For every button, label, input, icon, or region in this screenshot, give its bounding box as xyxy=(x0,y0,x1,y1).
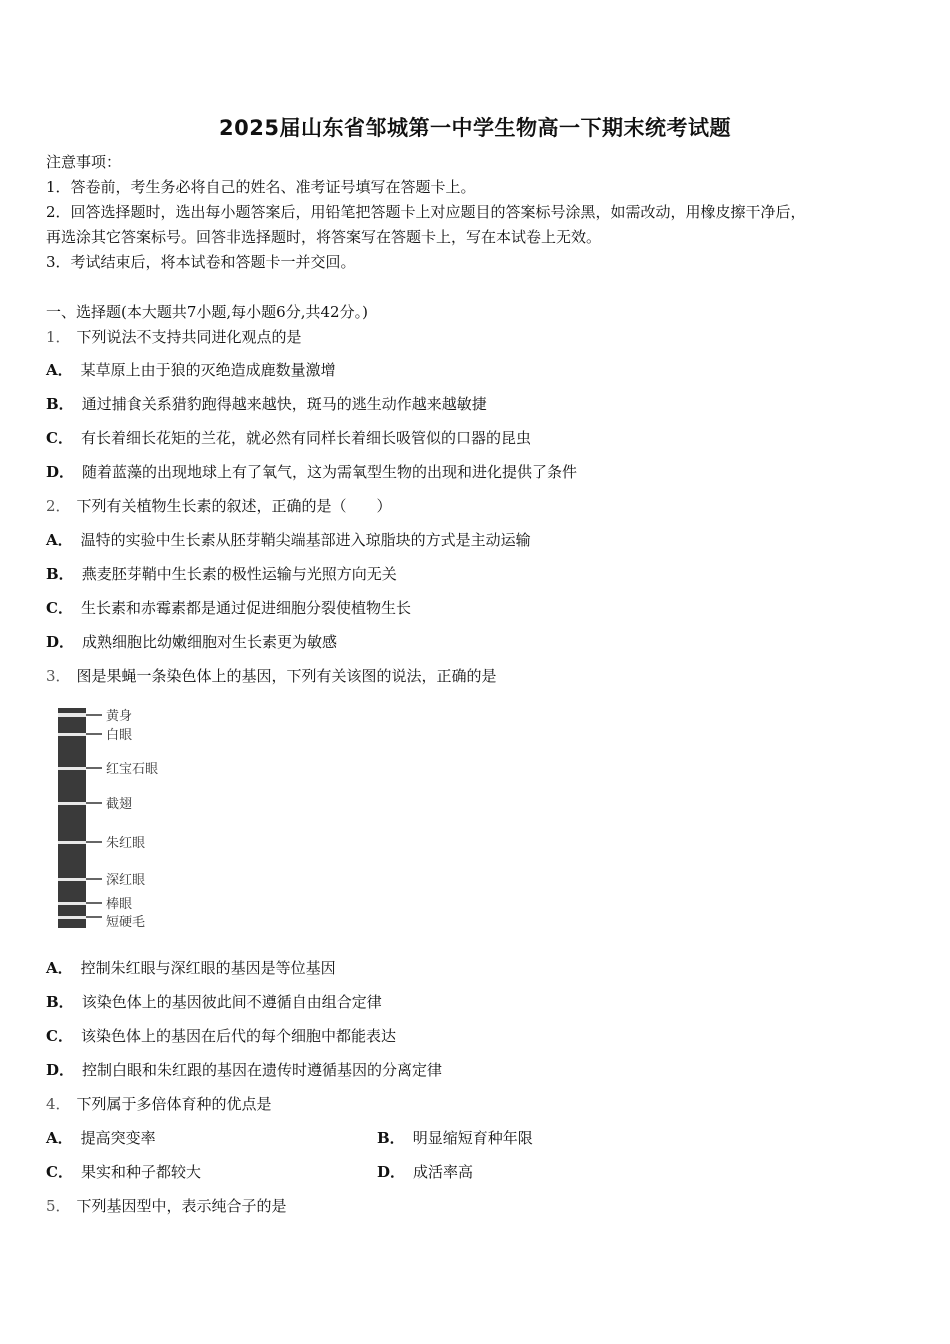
option-label: D． xyxy=(46,463,75,481)
q2-option-d xyxy=(46,632,337,652)
q3-option-c xyxy=(46,1026,396,1046)
gene-label: 深红眼 xyxy=(106,873,146,888)
option-label: C． xyxy=(46,429,73,447)
option-label: A． xyxy=(46,959,73,977)
question-number: 1． xyxy=(46,328,71,346)
chromosome-body xyxy=(58,708,86,928)
q3-option-d xyxy=(46,1060,442,1080)
notice-item-3: 3．考试结束后，将本试卷和答题卡一并交回。 xyxy=(46,253,356,271)
q1-option-a xyxy=(46,360,336,380)
q1-option-c xyxy=(46,428,531,448)
option-text: 通过捕食关系猎豹跑得越来越快，斑马的逃生动作越来越敏捷 xyxy=(81,395,487,413)
chromosome-band xyxy=(58,802,86,805)
option-text: 有长着细长花矩的兰花，就必然有同样长着细长吸管似的口器的昆虫 xyxy=(80,429,531,447)
option-text: 某草原上由于狼的灭绝造成鹿数量激增 xyxy=(80,361,336,379)
q2-option-b xyxy=(46,564,397,584)
option-text: 该染色体上的基因彼此间不遵循自由组合定律 xyxy=(81,993,382,1011)
option-text: 果实和种子都较大 xyxy=(80,1163,201,1181)
notice-item-2-cont: 再选涂其它答案标号。回答非选择题时，将答案写在答题卡上，写在本试卷上无效。 xyxy=(46,228,602,246)
question-1 xyxy=(46,327,302,347)
question-number: 5． xyxy=(46,1197,71,1215)
option-label: A． xyxy=(46,531,73,549)
option-text: 该染色体上的基因在后代的每个细胞中都能表达 xyxy=(80,1027,396,1045)
chromosome-band xyxy=(58,916,86,919)
q2-option-c xyxy=(46,598,411,618)
option-label: C． xyxy=(46,1163,73,1181)
option-label: C． xyxy=(46,599,73,617)
question-stem: 图是果蝇一条染色体上的基因，下列有关该图的说法，正确的是 xyxy=(76,667,497,685)
option-label: C． xyxy=(46,1027,73,1045)
question-number: 3． xyxy=(46,667,71,685)
option-text: 控制白眼和朱红跟的基因在遗传时遵循基因的分离定律 xyxy=(82,1061,443,1079)
chromosome-diagram xyxy=(50,700,230,940)
option-label: B． xyxy=(46,565,74,583)
chromosome-band xyxy=(58,878,86,881)
q1-option-b xyxy=(46,394,487,414)
option-text: 燕麦胚芽鞘中生长素的极性运输与光照方向无关 xyxy=(81,565,397,583)
question-number: 4． xyxy=(46,1095,71,1113)
question-stem: 下列属于多倍体育种的优点是 xyxy=(76,1095,272,1113)
gene-label: 黄身 xyxy=(106,709,133,724)
q3-option-b xyxy=(46,992,382,1012)
q4-option-a xyxy=(46,1128,156,1148)
option-text: 成活率高 xyxy=(413,1163,474,1181)
notice-heading: 注意事项： xyxy=(46,153,122,171)
page-title: 2025届山东省邹城第一中学生物高一下期末统考试题 xyxy=(219,116,731,140)
option-text: 明显缩短育种年限 xyxy=(412,1129,533,1147)
chromosome-band xyxy=(58,713,86,717)
option-label: B． xyxy=(46,993,74,1011)
question-stem: 下列说法不支持共同进化观点的是 xyxy=(76,328,302,346)
question-5 xyxy=(46,1196,287,1216)
chromosome-band xyxy=(58,733,86,736)
notice-item-2: 2．回答选择题时，选出每小题答案后，用铅笔把答题卡上对应题目的答案标号涂黑，如需改动，用橡皮擦干净后， xyxy=(46,203,806,221)
option-label: B． xyxy=(46,395,74,413)
option-label: D． xyxy=(46,1061,75,1079)
q4-option-b xyxy=(377,1128,533,1148)
q4-option-c xyxy=(46,1162,201,1182)
option-text: 随着蓝藻的出现地球上有了氧气，这为需氧型生物的出现和进化提供了条件 xyxy=(82,463,578,481)
q4-option-d xyxy=(377,1162,473,1182)
option-label: A． xyxy=(46,361,73,379)
option-text: 生长素和赤霉素都是通过促进细胞分裂使植物生长 xyxy=(80,599,411,617)
chromosome-gene-figure xyxy=(50,700,230,940)
question-2 xyxy=(46,496,392,516)
gene-label: 短硬毛 xyxy=(106,915,146,930)
chromosome-band xyxy=(58,841,86,844)
q1-option-d xyxy=(46,462,577,482)
gene-label: 朱红眼 xyxy=(106,836,146,851)
option-text: 控制朱红眼与深红眼的基因是等位基因 xyxy=(80,959,336,977)
question-number: 2． xyxy=(46,497,71,515)
question-3 xyxy=(46,666,497,686)
option-label: D． xyxy=(377,1163,406,1181)
gene-label: 白眼 xyxy=(106,728,133,743)
option-label: D． xyxy=(46,633,75,651)
question-stem: 下列有关植物生长素的叙述，正确的是（ ） xyxy=(76,497,392,515)
option-label: A． xyxy=(46,1129,73,1147)
q2-option-a xyxy=(46,530,531,550)
notice-item-1: 1．答卷前，考生务必将自己的姓名、准考证号填写在答题卡上。 xyxy=(46,178,476,196)
q3-option-a xyxy=(46,958,336,978)
gene-label: 红宝石眼 xyxy=(106,762,159,777)
section-heading: 一、选择题(本大题共7小题,每小题6分,共42分。) xyxy=(46,303,368,321)
gene-label: 棒眼 xyxy=(106,897,133,912)
option-text: 成熟细胞比幼嫩细胞对生长素更为敏感 xyxy=(82,633,338,651)
option-label: B． xyxy=(377,1129,405,1147)
chromosome-band xyxy=(58,902,86,905)
question-stem: 下列基因型中，表示纯合子的是 xyxy=(76,1197,287,1215)
option-text: 提高突变率 xyxy=(80,1129,156,1147)
question-4 xyxy=(46,1094,272,1114)
chromosome-band xyxy=(58,767,86,770)
gene-label: 截翅 xyxy=(106,797,133,812)
option-text: 温特的实验中生长素从胚芽鞘尖端基部进入琼脂块的方式是主动运输 xyxy=(80,531,531,549)
